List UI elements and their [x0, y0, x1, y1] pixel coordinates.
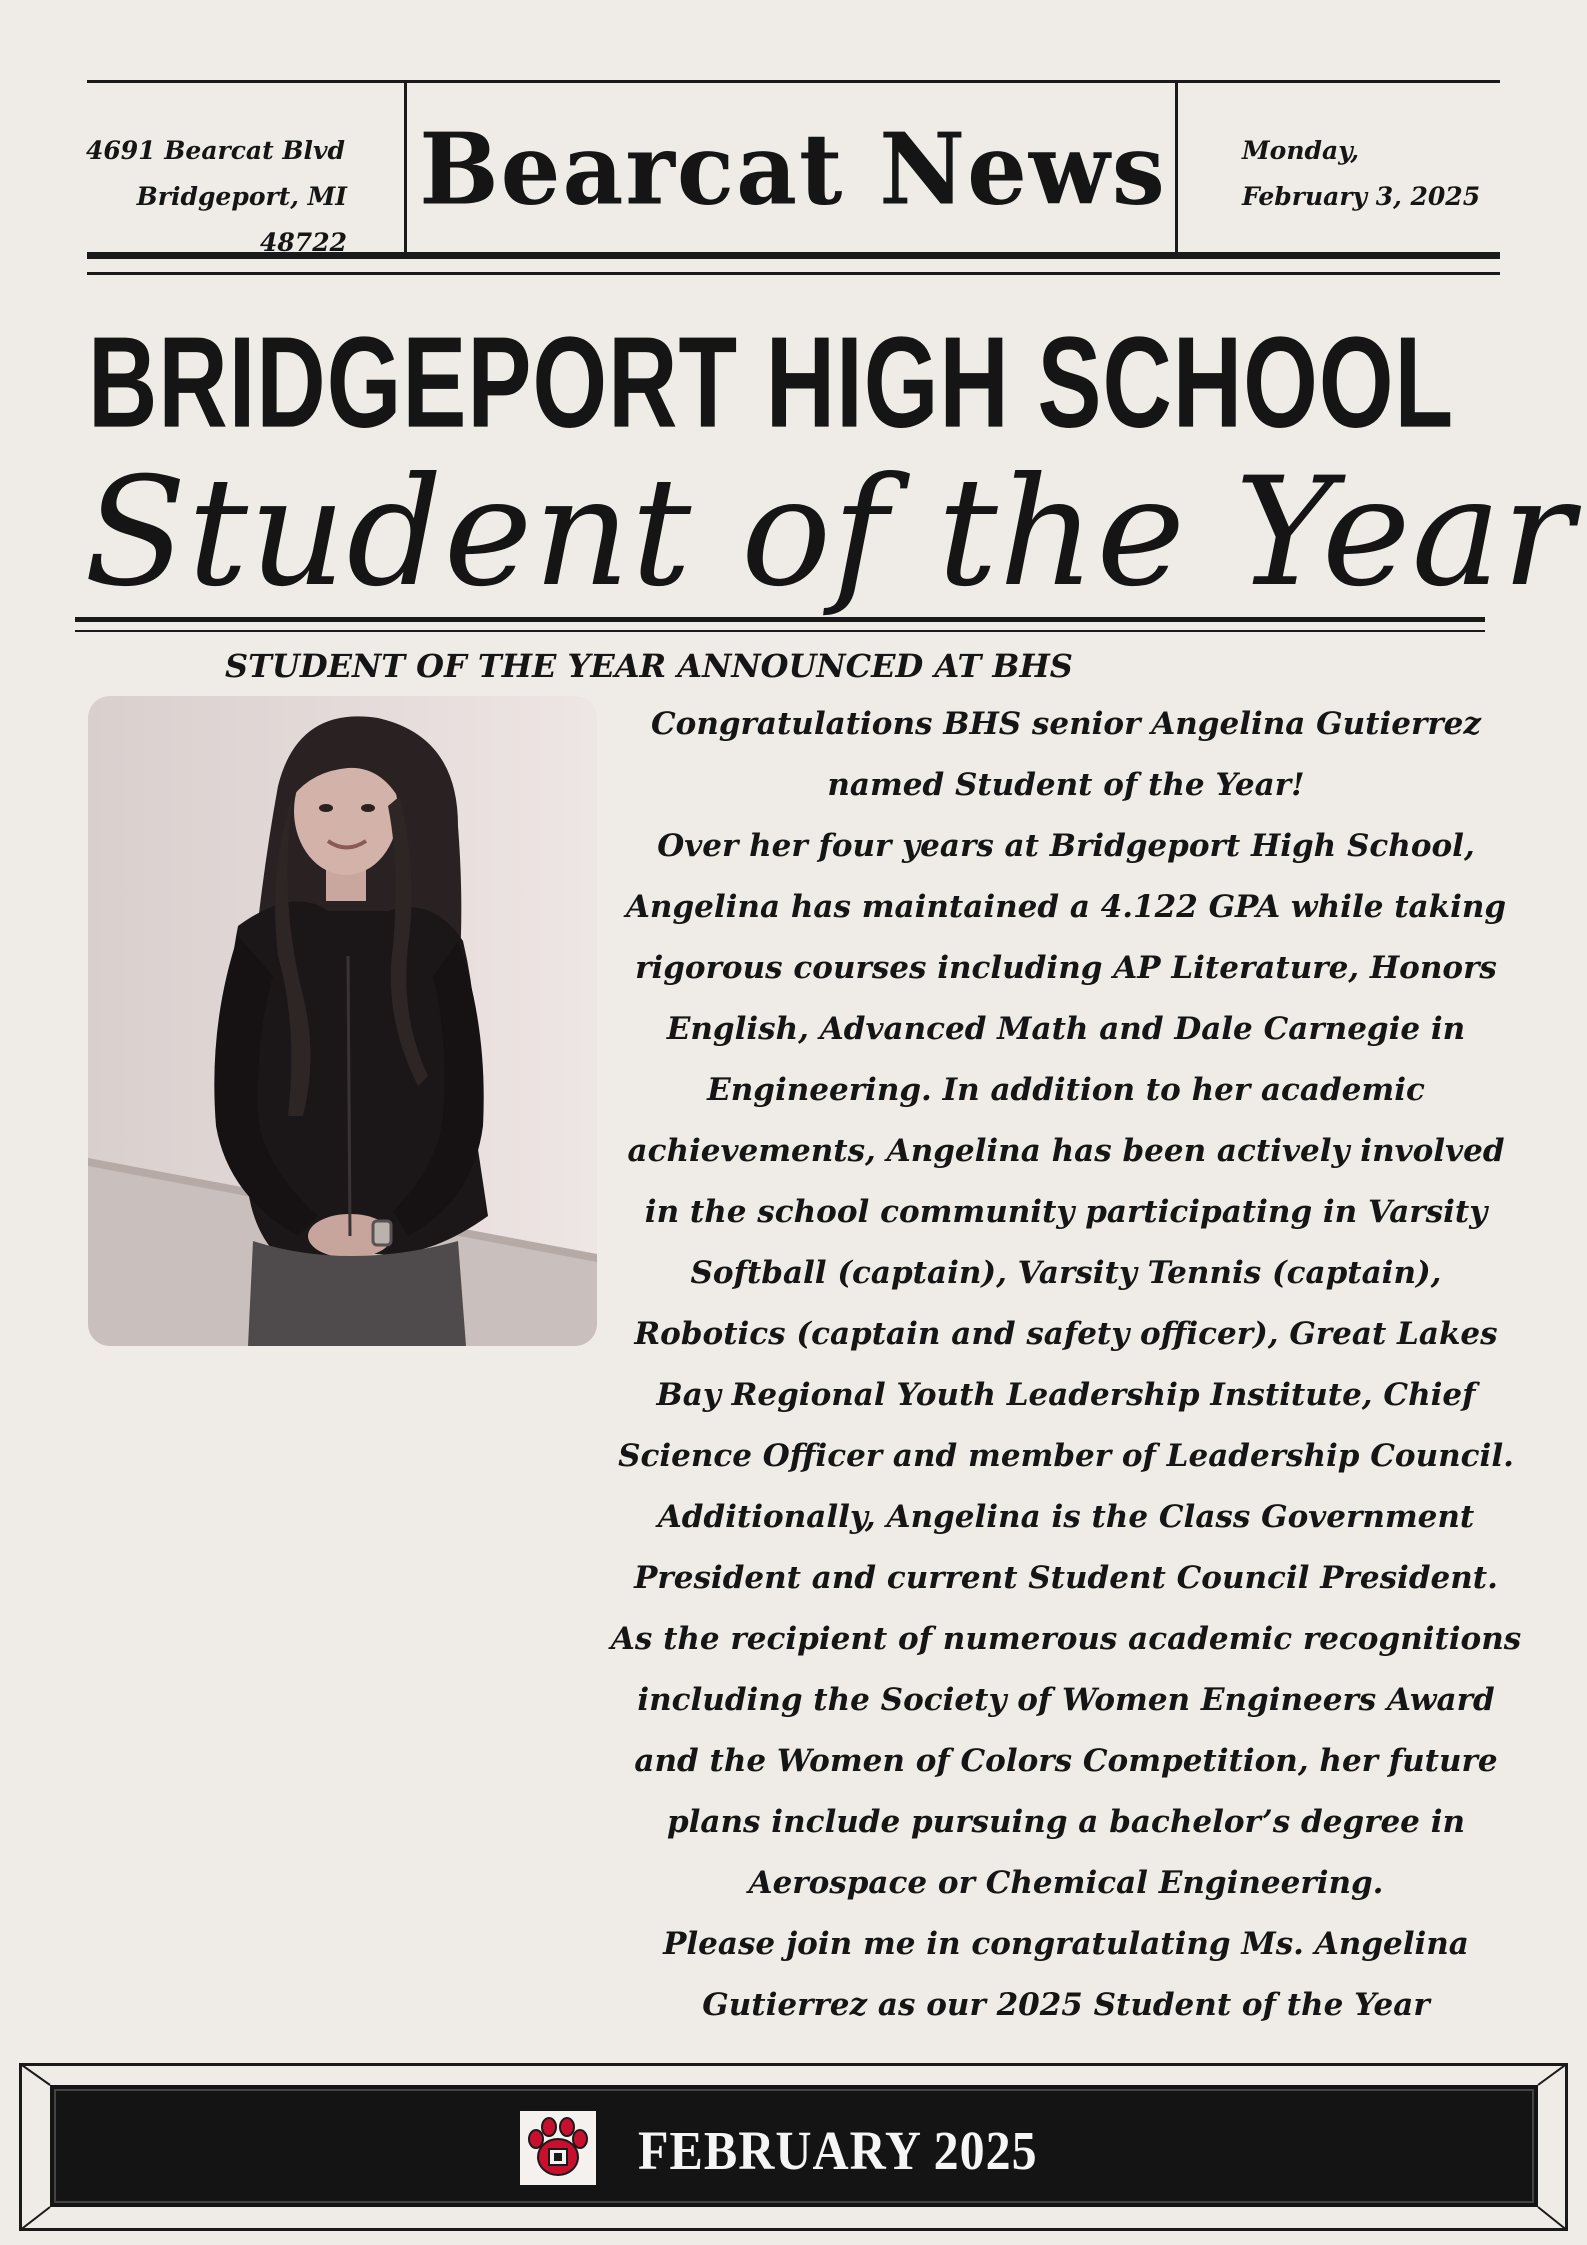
article-line: Robotics (captain and safety officer), Great Lakes	[634, 1316, 1498, 1352]
article-line: rigorous courses including AP Literature, Honors	[635, 950, 1497, 986]
headline-rule-thin	[75, 630, 1485, 632]
article-line: Angelina has maintained a 4.122 GPA while taking	[625, 889, 1507, 925]
article-line: Over her four years at Bridgeport High School,	[657, 828, 1475, 864]
article-line: in the school community participating in Varsity	[644, 1194, 1488, 1230]
article-line: Additionally, Angelina is the Class Government	[657, 1499, 1475, 1535]
article-line: Science Officer and member of Leadership Council.	[618, 1438, 1514, 1474]
article-line: plans include pursuing a bachelor’s degree in	[666, 1804, 1466, 1840]
article-line: Engineering. In addition to her academic	[707, 1072, 1425, 1108]
article-line: Bay Regional Youth Leadership Institute, Chief	[656, 1377, 1476, 1413]
address-line-zip: 48722	[260, 228, 347, 257]
headline-rule-thick	[75, 617, 1485, 622]
masthead-bottom-rule-thin	[87, 272, 1500, 275]
article-line: Softball (captain), Varsity Tennis (captain),	[690, 1255, 1442, 1291]
article-line: Please join me in congratulating Ms. Angelina	[663, 1926, 1469, 1962]
article-line: named Student of the Year!	[827, 767, 1305, 803]
article-subhead: STUDENT OF THE YEAR ANNOUNCED AT BHS	[225, 647, 1073, 685]
student-photo-illustration	[88, 696, 597, 1346]
bearcat-paw-logo-icon	[520, 2111, 596, 2185]
address-line-street: 4691 Bearcat Blvd	[86, 136, 345, 165]
address-line-city: Bridgeport, MI	[136, 182, 347, 211]
article-line: Aerospace or Chemical Engineering.	[748, 1865, 1384, 1901]
masthead-divider-left	[404, 82, 407, 252]
article-line: including the Society of Women Engineers Award	[637, 1682, 1495, 1718]
issue-date	[1242, 128, 1492, 220]
article-line: As the recipient of numerous academic recognitions	[610, 1621, 1522, 1657]
student-photo	[88, 696, 597, 1346]
school-name-headline: BRIDGEPORT HIGH SCHOOL	[88, 309, 1455, 455]
paw-logo-graphic	[520, 2111, 596, 2185]
masthead-top-rule	[87, 80, 1500, 83]
article-line: and the Women of Colors Competition, her future	[634, 1743, 1498, 1779]
newspaper-title: Bearcat News	[419, 112, 1167, 228]
article-line: English, Advanced Math and Dale Carnegie in	[666, 1011, 1466, 1047]
award-title-script: Student of the Year	[84, 446, 1575, 620]
date-weekday: Monday,	[1242, 136, 1360, 165]
article-line: Gutierrez as our 2025 Student of the Year	[702, 1987, 1430, 2023]
article-body	[600, 694, 1532, 2036]
school-address	[86, 128, 347, 266]
date-full: February 3, 2025	[1242, 182, 1481, 211]
footer-issue-label: FEBRUARY 2025	[638, 2119, 1038, 2182]
article-line: President and current Student Council President.	[634, 1560, 1498, 1596]
article-line: Congratulations BHS senior Angelina Gutierrez	[650, 706, 1481, 742]
article-line: achievements, Angelina has been actively involved	[627, 1133, 1505, 1169]
